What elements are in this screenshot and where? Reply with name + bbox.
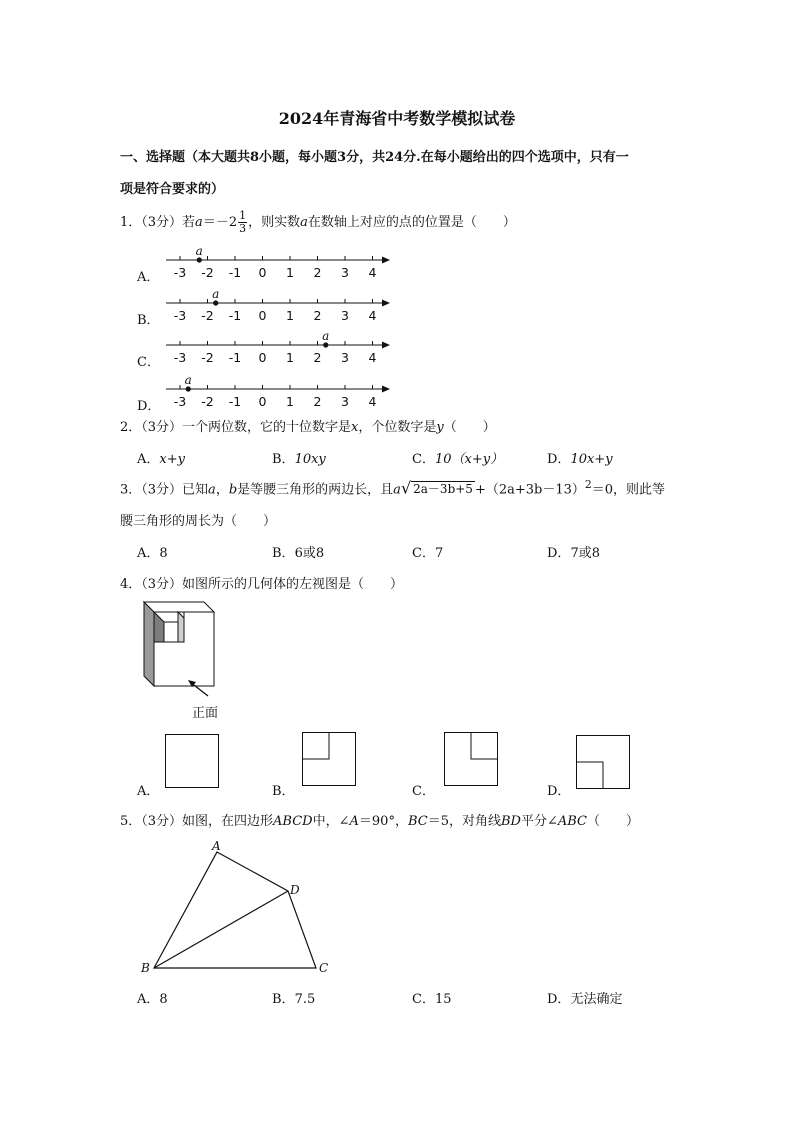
section-header-line1: 一、选择题（本大题共8小题，每小题3分，共24分.在每小题给出的四个选项中，只有一 xyxy=(120,150,629,165)
q1-option-b-letter[interactable]: B． xyxy=(137,313,160,328)
number-line-point xyxy=(197,257,202,262)
q5-quadrilateral-figure xyxy=(138,838,338,978)
q3-option-a[interactable]: A．8 xyxy=(137,546,168,561)
q4-option-a-letter[interactable]: A． xyxy=(137,784,160,799)
section-header-line2: 项是符合要求的） xyxy=(120,182,225,197)
q3-option-b[interactable]: B．6或8 xyxy=(272,546,325,561)
number-line-point xyxy=(186,386,191,391)
number-line-tick-label: 0 xyxy=(258,350,267,365)
radical-sign: √ xyxy=(400,478,412,498)
number-line-tick-label: -1 xyxy=(228,308,242,323)
number-line-tick-label: 0 xyxy=(258,394,267,409)
number-line-arrow-icon xyxy=(382,300,390,307)
number-line-tick-label: -1 xyxy=(228,265,242,280)
number-line-tick-label: -3 xyxy=(173,265,187,280)
notch-inner xyxy=(164,622,178,642)
q2-option-d[interactable]: D．10x+y xyxy=(547,452,613,467)
q3-stem-line2: 腰三角形的周长为（ ） xyxy=(120,514,277,529)
notch-wall xyxy=(178,612,184,642)
diagonal-bd xyxy=(154,891,288,968)
q2-option-a[interactable]: A．x+y xyxy=(137,452,185,467)
number-line-tick-label: 3 xyxy=(341,265,349,280)
q4-option-b-view[interactable] xyxy=(302,732,356,786)
number-line-tick-label: -3 xyxy=(173,394,187,409)
number-line-tick-label: 4 xyxy=(368,350,377,365)
q4-option-d-letter[interactable]: D． xyxy=(547,784,571,799)
number-line-tick-label: 4 xyxy=(368,394,377,409)
number-line-point xyxy=(323,342,328,347)
q1-option-d-letter[interactable]: D． xyxy=(137,399,161,414)
number-line-tick-label: -2 xyxy=(201,350,214,365)
number-line-tick-label: 0 xyxy=(258,308,267,323)
q4-solid-figure xyxy=(138,598,228,700)
q5-option-c[interactable]: C．15 xyxy=(412,992,452,1007)
number-line-arrow-icon xyxy=(382,342,390,349)
number-line-tick-label: 1 xyxy=(286,265,294,280)
q1-option-b-number-line[interactable] xyxy=(160,289,400,323)
q5-stem: 5．（3分）如图，在四边形ABCD中，∠A＝90°，BC＝5，对角线BD平分∠ABC（ ） xyxy=(120,814,640,829)
vertex-label-d: D xyxy=(290,883,300,897)
number-line-tick-label: -3 xyxy=(173,350,187,365)
radicand: 2a－3b+5 xyxy=(413,482,473,497)
top-face xyxy=(144,602,214,612)
number-line-tick-label: 1 xyxy=(286,394,294,409)
page-title: 2024年青海省中考数学模拟试卷 xyxy=(278,109,516,128)
number-line-tick-label: 4 xyxy=(368,308,377,323)
q5-option-a[interactable]: A．8 xyxy=(137,992,168,1007)
q4-option-a-view[interactable] xyxy=(165,734,219,788)
number-line-tick-label: 3 xyxy=(341,394,349,409)
number-line-tick-label: 2 xyxy=(313,308,322,323)
q2-stem: 2．（3分）一个两位数，它的十位数字是x，个位数字是y（ ） xyxy=(120,420,496,435)
number-line-point xyxy=(213,300,218,305)
number-line-tick-label: -2 xyxy=(201,394,214,409)
q5-option-d[interactable]: D．无法确定 xyxy=(547,992,623,1007)
number-line-tick-label: -1 xyxy=(228,350,242,365)
q3-option-c[interactable]: C．7 xyxy=(412,546,444,561)
q4-option-c-view[interactable] xyxy=(444,732,498,786)
q4-option-d-view[interactable] xyxy=(576,735,630,789)
number-line-tick-label: -3 xyxy=(173,308,187,323)
number-line-tick-label: -2 xyxy=(201,308,214,323)
q3-option-d[interactable]: D．7或8 xyxy=(547,546,600,561)
number-line-tick-label: -2 xyxy=(201,265,214,280)
q1-option-a-letter[interactable]: A． xyxy=(137,270,160,285)
vertex-label-c: C xyxy=(319,961,329,975)
number-line-tick-label: 2 xyxy=(313,350,322,365)
q1-stem: 1．（3分）若a＝－2 $\frac{1}{3}$ ，则实数a在数轴上对应的点的位置是（ ） xyxy=(120,209,516,235)
number-line-point-label: a xyxy=(195,246,203,258)
vertex-label-a: A xyxy=(212,839,221,853)
number-line-tick-label: 1 xyxy=(286,308,294,323)
number-line-point-label: a xyxy=(212,289,220,301)
q4-stem: 4．（3分）如图所示的几何体的左视图是（ ） xyxy=(120,577,404,592)
number-line-tick-label: 2 xyxy=(313,265,322,280)
q2-option-c[interactable]: C．10（x+y） xyxy=(412,452,504,467)
number-line-tick-label: 2 xyxy=(313,394,322,409)
number-line-point-label: a xyxy=(184,375,192,387)
q1-option-a-number-line[interactable] xyxy=(160,246,400,280)
q4-option-c-letter[interactable]: C． xyxy=(412,784,435,799)
number-line-tick-label: -1 xyxy=(228,394,242,409)
number-line-tick-label: 3 xyxy=(341,350,349,365)
number-line-tick-label: 4 xyxy=(368,265,377,280)
front-label: 正面 xyxy=(192,706,219,721)
number-line-arrow-icon xyxy=(382,386,390,393)
q1-option-d-number-line[interactable] xyxy=(160,375,400,409)
vertex-label-b: B xyxy=(141,961,150,975)
number-line-tick-label: 3 xyxy=(341,308,349,323)
q3-stem: 3．（3分）已知a，b是等腰三角形的两边长，且a√ $2a-3b+5 +(2a+3b-13)^2=0$，则此等 xyxy=(120,478,666,498)
q5-option-b[interactable]: B．7.5 xyxy=(272,992,316,1007)
q4-option-b-letter[interactable]: B． xyxy=(272,784,295,799)
q1-option-c-number-line[interactable] xyxy=(160,331,400,365)
number-line-point-label: a xyxy=(322,331,330,343)
number-line-tick-label: 1 xyxy=(286,350,294,365)
fraction: $\frac{1}{3}$ xyxy=(239,209,247,235)
quadrilateral-abcd xyxy=(154,852,316,968)
number-line-tick-label: 0 xyxy=(258,265,267,280)
number-line-arrow-icon xyxy=(382,257,390,264)
q2-option-b[interactable]: B．10xy xyxy=(272,452,326,467)
side-face xyxy=(144,602,154,686)
q1-option-c-letter[interactable]: C． xyxy=(137,355,160,370)
